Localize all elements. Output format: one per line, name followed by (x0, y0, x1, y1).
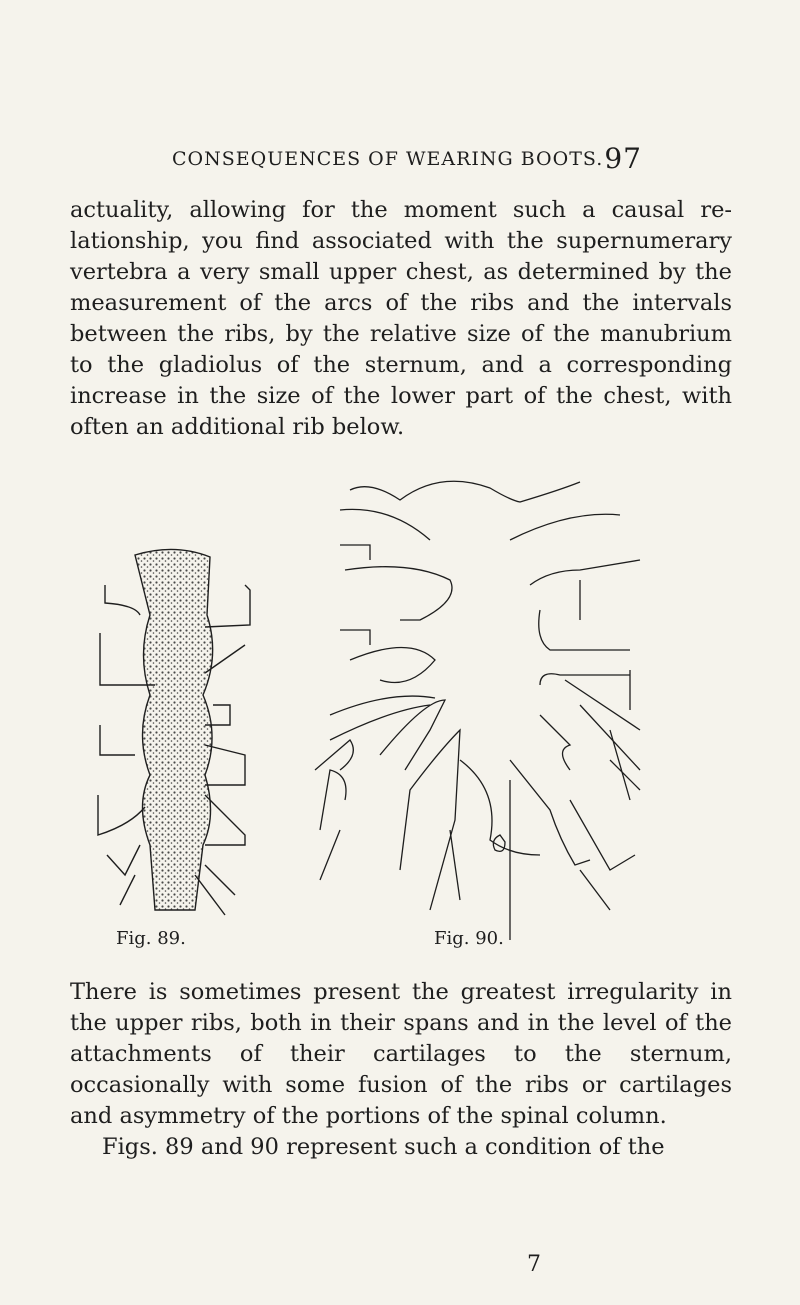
figure-89-caption: Fig. 89. (116, 928, 186, 949)
figure-90-drawing (310, 470, 650, 940)
page-number: 97 (604, 142, 642, 175)
figure-89-drawing (95, 545, 260, 925)
signature-mark: 7 (527, 1252, 541, 1277)
running-head (172, 142, 642, 182)
figure-89-sternum-illustration (95, 545, 260, 925)
paragraph-1: actuality, allowing for the moment such a causal re- lationship, you find associated with the supernumerary vertebra a very small upper chest, as determined by the measurement of the arcs of the ribs and the intervals between the ribs, by the relative size of the manubrium to the gladiolus of the sternum, and a corresponding increase in the size of the lower part of the chest, with often an additional rib below. (70, 197, 732, 440)
paragraph-2: There is sometimes present the greatest irregularity in the upper ribs, both in their spans and in the level of the attachments of their cartilages to the sternum, occasionally with some fusion of the ribs or cartilages and asymmetry of the portions of the spinal column. (70, 979, 732, 1129)
figure-90-rib-outline-illustration (310, 470, 650, 940)
figure-90-caption: Fig. 90. (434, 928, 504, 949)
paragraph-3: Figs. 89 and 90 represent such a condition of the (102, 1134, 665, 1160)
running-title: CONSEQUENCES OF WEARING BOOTS. (172, 148, 604, 170)
